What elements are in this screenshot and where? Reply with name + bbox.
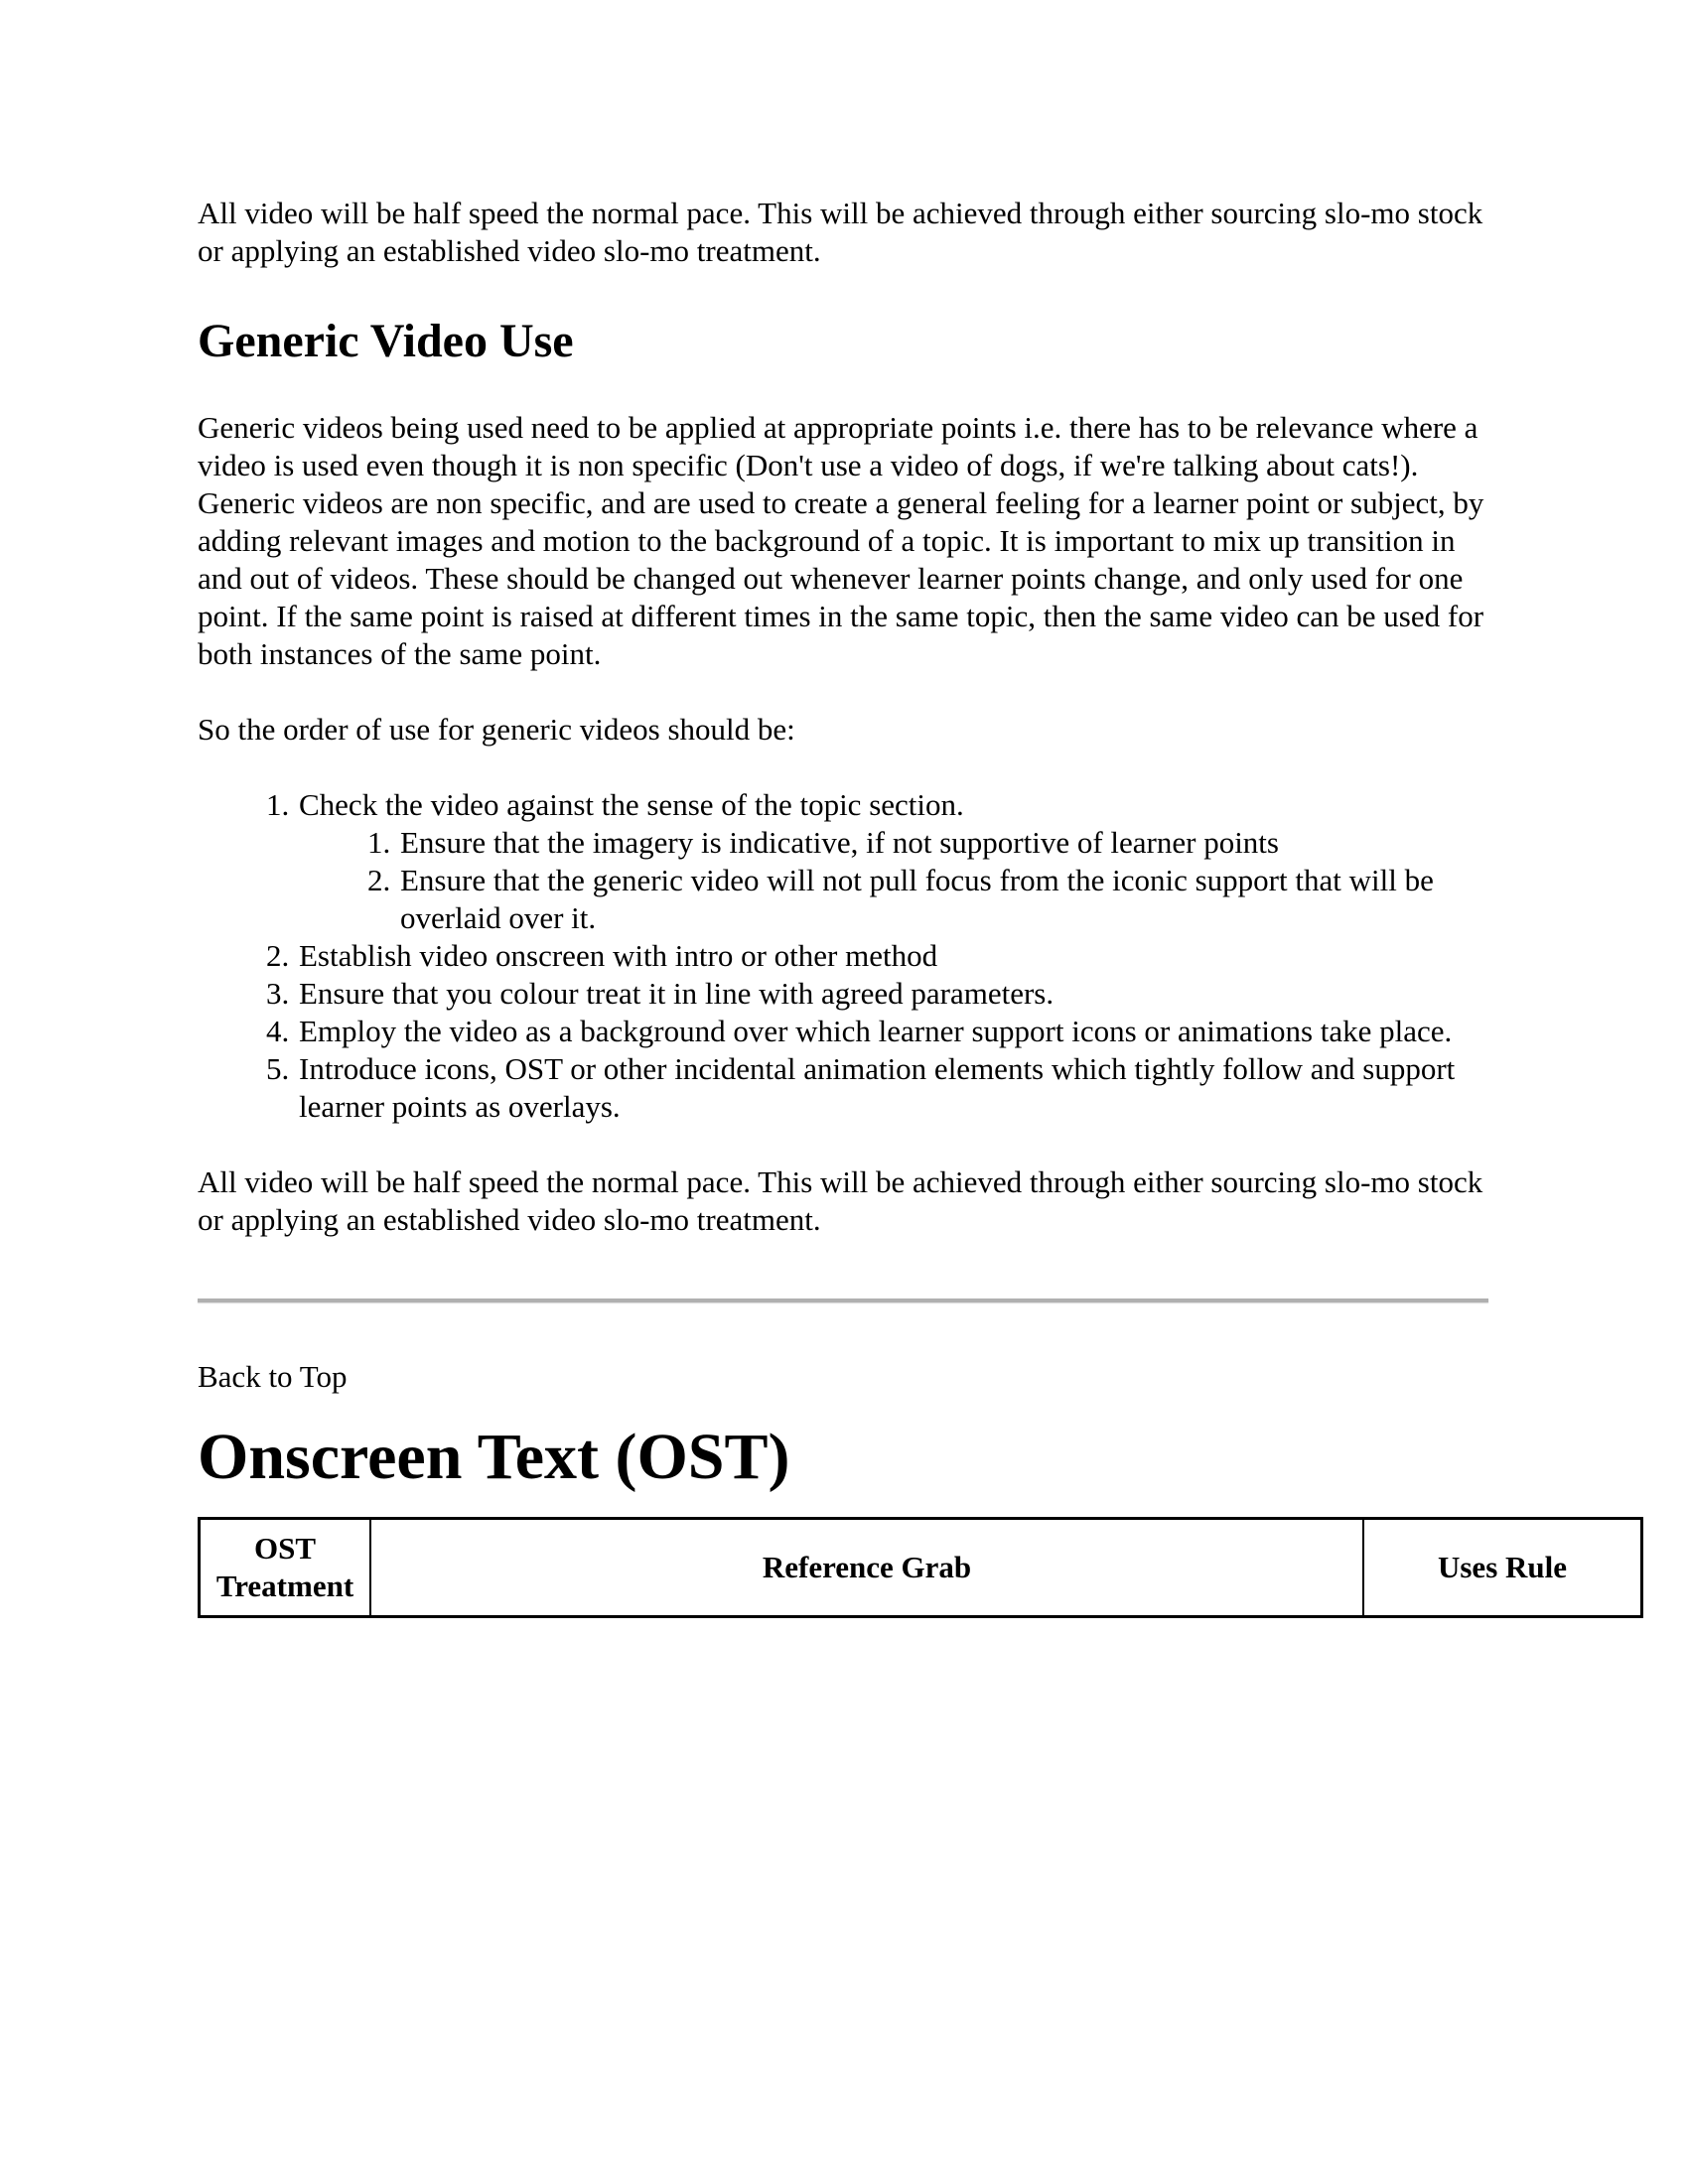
column-header-reference-grab: Reference Grab (370, 1519, 1363, 1617)
column-header-uses-rule: Uses Rule (1363, 1519, 1642, 1617)
step-text: Check the video against the sense of the topic section. (299, 787, 964, 822)
ost-heading: Onscreen Text (OST) (198, 1421, 790, 1493)
list-item: 4. Employ the video as a background over which learner support icons or animations take place. (297, 1013, 1488, 1050)
substeps-list (299, 824, 1488, 937)
steps-list (198, 786, 1488, 1126)
closing-paragraph: All video will be half speed the normal pace. This will be achieved through either sourcing slo-mo stock or applying an established video slo-mo treatment. (198, 1164, 1483, 1237)
list-item (297, 786, 1488, 937)
intro-paragraph: All video will be half speed the normal pace. This will be achieved through either sourcing slo-mo stock or applying an established video slo-mo treatment. (198, 196, 1483, 268)
section-divider (198, 1298, 1488, 1302)
list-item: 5. Introduce icons, OST or other incidental animation elements which tightly follow and support learner points as overlays. (297, 1050, 1488, 1126)
table-header-row (200, 1519, 1642, 1617)
generic-video-paragraph-2: Generic videos are non specific, and are used to create a general feeling for a learner point or subject, by adding relevant images and motion to the background of a topic. It is important to mix up transition in and out of videos. These should be changed out whenever learner points change, and only used for one point. If the same point is raised at different times in the same topic, then the same video can be used for both instances of the same point. (198, 485, 1484, 671)
column-header-ost-treatment: OST Treatment (200, 1519, 371, 1617)
ost-table (198, 1517, 1643, 1618)
back-to-top-link[interactable]: Back to Top (198, 1359, 348, 1394)
list-item: 3. Ensure that you colour treat it in line with agreed parameters. (297, 975, 1488, 1013)
list-item: 2. Establish video onscreen with intro or other method (297, 937, 1488, 975)
order-intro: So the order of use for generic videos should be: (198, 712, 795, 747)
generic-video-heading: Generic Video Use (198, 315, 574, 367)
list-item: 2. Ensure that the generic video will not pull focus from the iconic support that will be overlaid over it. (398, 862, 1488, 937)
paragraph-spacer (198, 673, 1488, 711)
generic-video-paragraph-1: Generic videos being used need to be applied at appropriate points i.e. there has to be relevance where a video is used even though it is non specific (Don't use a video of dogs, if we're talking about cats!). (198, 410, 1478, 482)
document-page (198, 195, 1568, 1618)
list-item: 1. Ensure that the imagery is indicative, if not supportive of learner points (398, 824, 1488, 862)
